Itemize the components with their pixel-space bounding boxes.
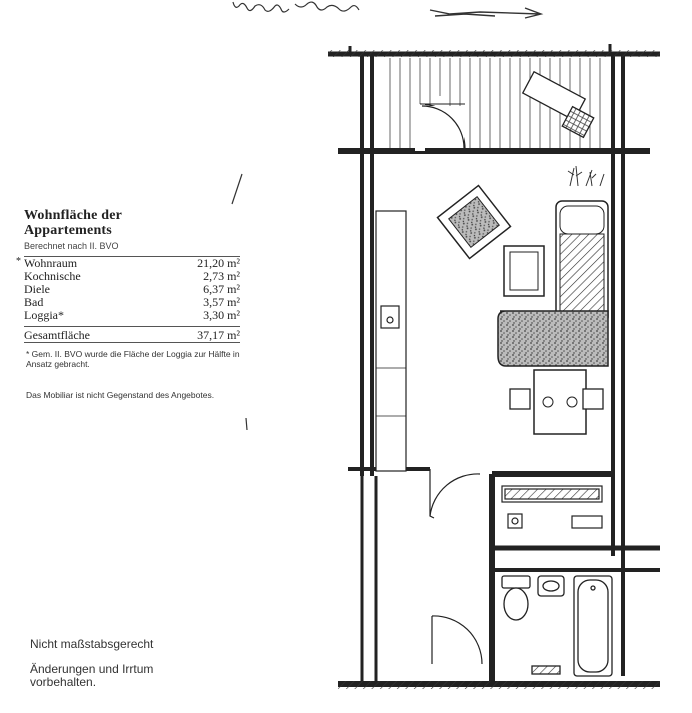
deck-chair: [523, 72, 594, 138]
kitchen-counter: [376, 211, 406, 471]
not-to-scale-note: Nicht maßstabsgerecht: [30, 637, 154, 651]
plant: [568, 166, 604, 186]
area-value: 3,30 m²: [203, 308, 240, 322]
wall-hatch: [328, 50, 660, 57]
area-total-row: [24, 326, 240, 342]
handwritten-scribble: [225, 0, 555, 22]
hall-door: [430, 469, 482, 664]
kitchenette: [502, 486, 602, 528]
area-row: [16, 309, 240, 322]
area-table: [16, 256, 240, 343]
area-value: 2,73 m²: [203, 269, 240, 283]
floor-plan: [320, 36, 680, 701]
area-subtitle: Berechnet nach II. BVO: [24, 241, 119, 251]
total-label: Gesamtfläche: [24, 328, 90, 342]
area-label: Kochnische: [24, 269, 81, 283]
armchair: [438, 186, 511, 259]
area-label: Loggia*: [24, 308, 64, 322]
pen-marks: [228, 172, 258, 462]
area-label: Bad: [24, 295, 44, 309]
changes-reserved-note: Änderungen und Irrtum vorbehalten.: [30, 662, 154, 689]
area-label: Diele: [24, 282, 50, 296]
bathroom: [502, 576, 612, 676]
loggia-footnote: * Gem. II. BVO wurde die Fläche der Loggia zur Hälfte in Ansatz gebracht.: [26, 349, 240, 369]
wall-hatch: [338, 681, 660, 689]
coffee-table: [504, 246, 544, 296]
table-bottom-rule: [24, 342, 240, 343]
area-title: Wohnfläche der Appartements: [24, 208, 122, 238]
dining-table: [510, 370, 603, 434]
area-label: * Wohnraum: [24, 256, 78, 270]
total-value: 37,17 m²: [197, 328, 240, 342]
area-value: 21,20 m²: [197, 256, 240, 270]
area-value: 6,37 m²: [203, 282, 240, 296]
furniture-disclaimer: Das Mobiliar ist nicht Gegenstand des Angebotes.: [26, 390, 215, 400]
area-value: 3,57 m²: [203, 295, 240, 309]
